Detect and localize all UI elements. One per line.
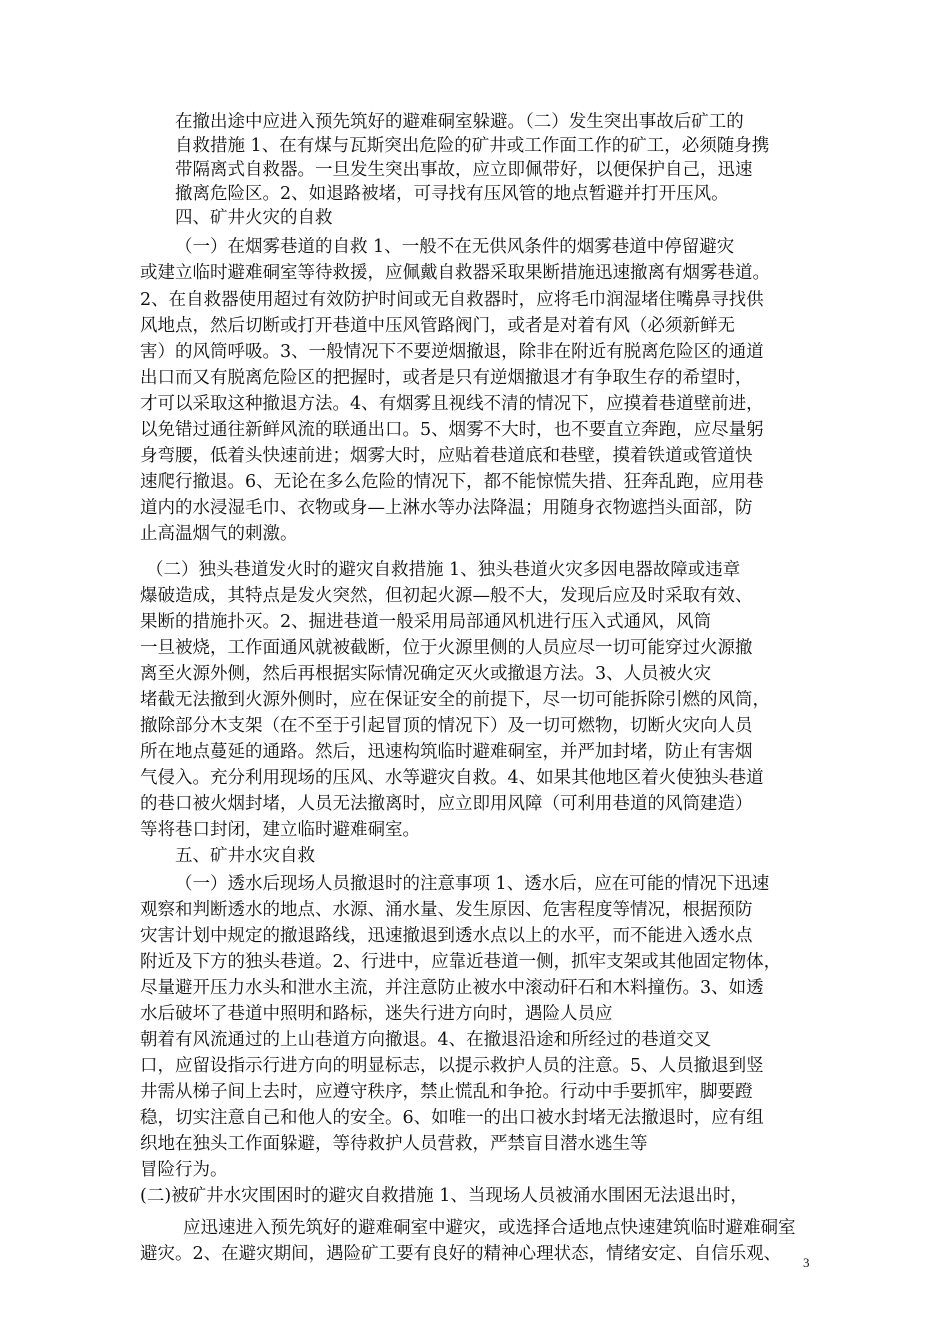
text-line: 应迅速进入预先筑好的避难硐室中避灾，或选择合适地点快速建筑临时避难硐室	[183, 1218, 796, 1238]
text-line: 自救措施 1、在有煤与瓦斯突出危险的矿井或工作面工作的矿工，必须随身携	[175, 136, 770, 156]
text-line: 冒险行为。	[140, 1160, 228, 1180]
text-line: 在撤出途中应进入预先筑好的避难硐室躲避。（二）发生突出事故后矿工的	[175, 112, 744, 132]
text-line: （二）独头巷道发火时的避灾自救措施 1、独头巷道火灾多因电器故障或违章	[146, 560, 741, 580]
text-line: 以免错过通往新鲜风流的联通出口。5、烟雾不大时，也不要直立奔跑，应尽量躬	[140, 420, 764, 440]
text-line: 撤离危险区。2、如退路被堵，可寻找有压风管的地点暂避并打开压风。	[175, 184, 729, 204]
text-line: 织地在独头工作面躲避，等待救护人员营救，严禁盲目潜水逃生等	[140, 1134, 648, 1154]
text-line: 止高温烟气的刺激。	[140, 524, 298, 544]
text-line: 出口而又有脱离危险区的把握时，或者是只有逆烟撤退才有争取生存的希望时，	[140, 368, 753, 388]
text-line: 尽量避开压力水头和泄水主流，并注意防止被水中滚动矸石和木料撞伤。3、如透	[140, 978, 764, 998]
text-line: 爆破造成，其特点是发火突然，但初起火源—般不大，发现后应及时采取有效、	[140, 586, 753, 606]
text-line: 口，应留设指示行进方向的明显标志，以提示救护人员的注意。5、人员撤退到竖	[140, 1056, 764, 1076]
text-line: 撤除部分木支架（在不至于引起冒顶的情况下）及一切可燃物，切断火灾向人员	[140, 716, 753, 736]
text-line: 速爬行撤退。6、无论在多么危险的情况下，都不能惊慌失措、狂奔乱跑，应用巷	[140, 472, 764, 492]
text-line: 避灾。2、在避灾期间，遇险矿工要有良好的精神心理状态，情绪安定、自信乐观、	[140, 1244, 782, 1264]
text-line: 气侵入。充分利用现场的压风、水等避灾自救。4、如果其他地区着火使独头巷道	[140, 768, 764, 788]
text-line: (二)被矿井水灾围困时的避灾自救措施 1、当现场人员被涌水围困无法退出时，	[140, 1186, 748, 1206]
section-heading: 五、矿井水灾自救	[175, 846, 315, 866]
text-line: 离至火源外侧，然后再根据实际情况确定灭火或撤退方法。3、人员被火灾	[140, 664, 712, 684]
text-line: 2、在自救器使用超过有效防护时间或无自救器时，应将毛巾润湿堵住嘴鼻寻找供	[140, 290, 764, 310]
text-line: 一旦被烧，工作面通风就被截断，位于火源里侧的人员应尽一切可能穿过火源撤	[140, 638, 753, 658]
text-line: （一）在烟雾巷道的自救 1、一般不在无供风条件的烟雾巷道中停留避灾	[175, 237, 735, 257]
text-line: 灾害计划中规定的撤退路线，迅速撤退到透水点以上的水平，而不能进入透水点	[140, 926, 753, 946]
text-line: 风地点，然后切断或打开巷道中压风管路阀门，或者是对着有风（必须新鲜无	[140, 316, 735, 336]
text-line: 水后破坏了巷道中照明和路标，迷失行进方向时，遇险人员应	[140, 1004, 613, 1024]
text-line: 果断的措施扑灭。2、掘进巷道一般采用局部通风机进行压入式通风，风筒	[140, 612, 712, 632]
text-line: 井需从梯子间上去时，应遵守秩序，禁止慌乱和争抢。行动中手要抓牢，脚要蹬	[140, 1082, 753, 1102]
section-heading: 四、矿井火灾的自救	[175, 208, 333, 228]
text-line: （一）透水后现场人员撤退时的注意事项 1、透水后，应在可能的情况下迅速	[175, 874, 770, 894]
text-line: 带隔离式自救器。一旦发生突出事故，应立即佩带好，以便保护自己，迅速	[175, 160, 753, 180]
text-line: 朝着有风流通过的上山巷道方向撤退。4、在撤退沿途和所经过的巷道交叉	[140, 1030, 712, 1050]
page-number: 3	[803, 1255, 810, 1270]
text-line: 或建立临时避难硐室等待救援，应佩戴自救器采取果断措施迅速撤离有烟雾巷道。	[140, 263, 770, 283]
text-line: 稳，切实注意自己和他人的安全。6、如唯一的出口被水封堵无法撤退时，应有组	[140, 1108, 764, 1128]
text-line: 堵截无法撤到火源外侧时，应在保证安全的前提下，尽一切可能拆除引燃的风筒，	[140, 690, 770, 710]
text-line: 害）的风筒呼吸。3、一般情况下不要逆烟撤退，除非在附近有脱离危险区的通道	[140, 342, 764, 362]
text-line: 等将巷口封闭，建立临时避难硐室。	[140, 820, 420, 840]
text-line: 身弯腰，低着头快速前进；烟雾大时，应贴着巷道底和巷壁，摸着铁道或管道快	[140, 446, 753, 466]
text-line: 所在地点蔓延的通路。然后，迅速构筑临时避难硐室，并严加封堵，防止有害烟	[140, 742, 753, 762]
text-line: 道内的水浸湿毛巾、衣物或身—上淋水等办法降温；用随身衣物遮挡头面部，防	[140, 498, 753, 518]
text-line: 观察和判断透水的地点、水源、涌水量、发生原因、危害程度等情况，根据预防	[140, 900, 753, 920]
text-line: 附近及下方的独头巷道。2、行进中，应靠近巷道一侧，抓牢支架或其他固定物体，	[140, 952, 782, 972]
text-line: 才可以采取这种撤退方法。4、有烟雾且视线不清的情况下，应摸着巷道壁前进，	[140, 394, 764, 414]
text-line: 的巷口被火烟封堵，人员无法撤离时，应立即用风障（可利用巷道的风筒建造）	[140, 794, 753, 814]
